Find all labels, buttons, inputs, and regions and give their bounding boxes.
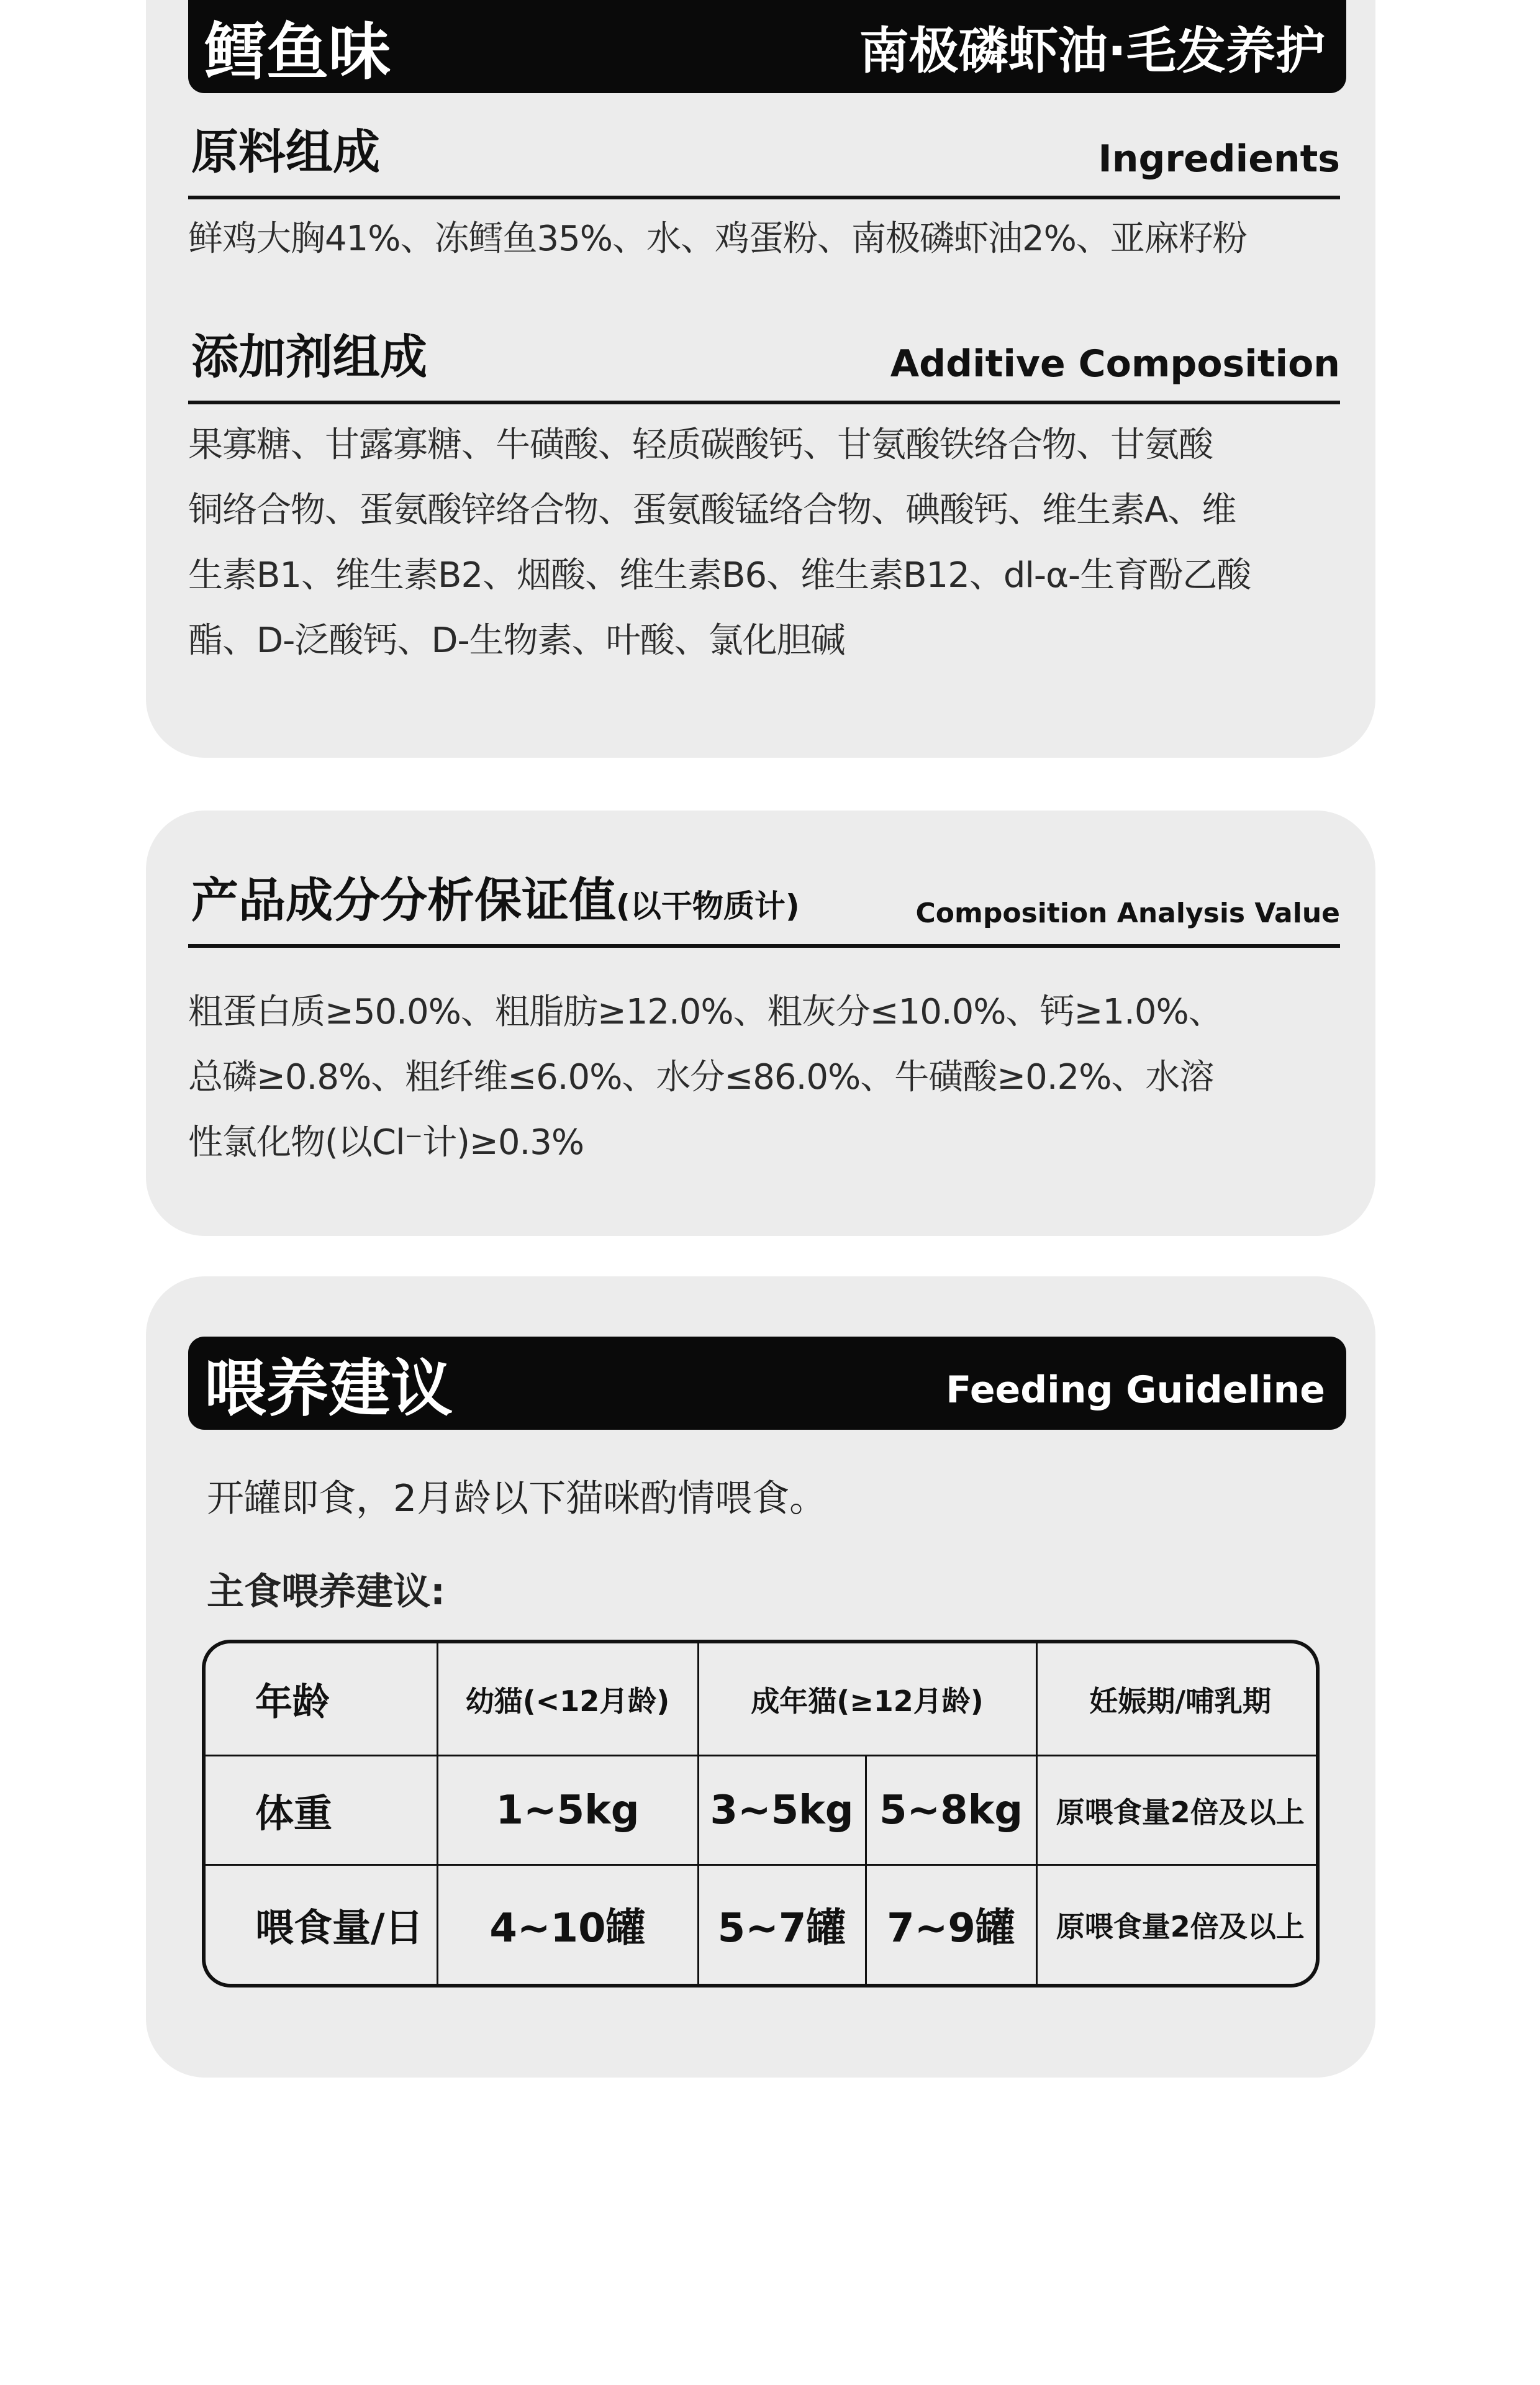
pregnant-header: 妊娠期/哺乳期	[1036, 1643, 1320, 1756]
analysis-line: 性氯化物(以Cl⁻计)≥0.3%	[188, 1122, 584, 1163]
weight-kitten: 1~5kg	[437, 1756, 698, 1865]
analysis-title-en: Composition Analysis Value	[915, 897, 1340, 929]
additives-line: 铜络合物、蛋氨酸锌络合物、蛋氨酸锰络合物、碘酸钙、维生素A、维	[188, 490, 1236, 530]
ingredients-title: 原料组成	[191, 124, 380, 179]
additives-heading	[188, 323, 1340, 404]
flavor-name: 鳕鱼味	[204, 16, 391, 88]
age-header: 年龄	[206, 1643, 437, 1756]
weight-adult-small: 3~5kg	[698, 1756, 866, 1865]
analysis-title	[191, 863, 800, 930]
amount-pregnant: 原喂食量2倍及以上	[1036, 1865, 1320, 1984]
additives-line: 酯、D-泛酸钙、D-生物素、叶酸、氯化胆碱	[188, 620, 845, 661]
adult-header: 成年猫(≥12月龄)	[698, 1643, 1036, 1756]
analysis-title-note: (以干物质计)	[616, 888, 800, 924]
ingredients-text: 鲜鸡大胸41%、冻鳕鱼35%、水、鸡蛋粉、南极磷虾油2%、亚麻籽粉	[188, 219, 1247, 259]
flavor-tagline: 南极磷虾油·毛发养护	[859, 22, 1325, 80]
feeding-header-bar	[188, 1337, 1346, 1430]
analysis-title-main: 产品成分分析保证值	[191, 873, 616, 928]
analysis-text	[188, 979, 1343, 1175]
ingredients-title-en: Ingredients	[1098, 137, 1340, 181]
weight-adult-large: 5~8kg	[866, 1756, 1036, 1865]
weight-pregnant: 原喂食量2倍及以上	[1036, 1756, 1320, 1865]
additives-title-en: Additive Composition	[890, 342, 1340, 386]
feeding-intro: 开罐即食，2月龄以下猫咪酌情喂食。	[207, 1477, 827, 1520]
additives-title: 添加剂组成	[191, 329, 427, 384]
flavor-header-bar	[188, 0, 1346, 93]
additives-text	[188, 412, 1343, 673]
weight-label: 体重	[206, 1756, 437, 1865]
amount-adult-small: 5~7罐	[698, 1865, 866, 1984]
feeding-subtitle: 主食喂养建议:	[207, 1570, 445, 1614]
analysis-heading	[188, 863, 1340, 948]
additives-line: 果寡糖、甘露寡糖、牛磺酸、轻质碳酸钙、甘氨酸铁络合物、甘氨酸	[188, 425, 1213, 465]
ingredients-heading	[188, 118, 1340, 199]
analysis-line: 粗蛋白质≥50.0%、粗脂肪≥12.0%、粗灰分≤10.0%、钙≥1.0%、	[188, 992, 1223, 1032]
kitten-header: 幼猫(<12月龄)	[437, 1643, 698, 1756]
amount-adult-large: 7~9罐	[866, 1865, 1036, 1984]
amount-label: 喂食量/日	[206, 1865, 437, 1984]
additives-line: 生素B1、维生素B2、烟酸、维生素B6、维生素B12、dl-α-生育酚乙酸	[188, 555, 1251, 596]
feeding-title: 喂养建议	[204, 1352, 453, 1425]
feeding-title-en: Feeding Guideline	[946, 1368, 1325, 1412]
feeding-table	[202, 1640, 1320, 1988]
amount-kitten: 4~10罐	[437, 1865, 698, 1984]
analysis-line: 总磷≥0.8%、粗纤维≤6.0%、水分≤86.0%、牛磺酸≥0.2%、水溶	[188, 1057, 1214, 1097]
